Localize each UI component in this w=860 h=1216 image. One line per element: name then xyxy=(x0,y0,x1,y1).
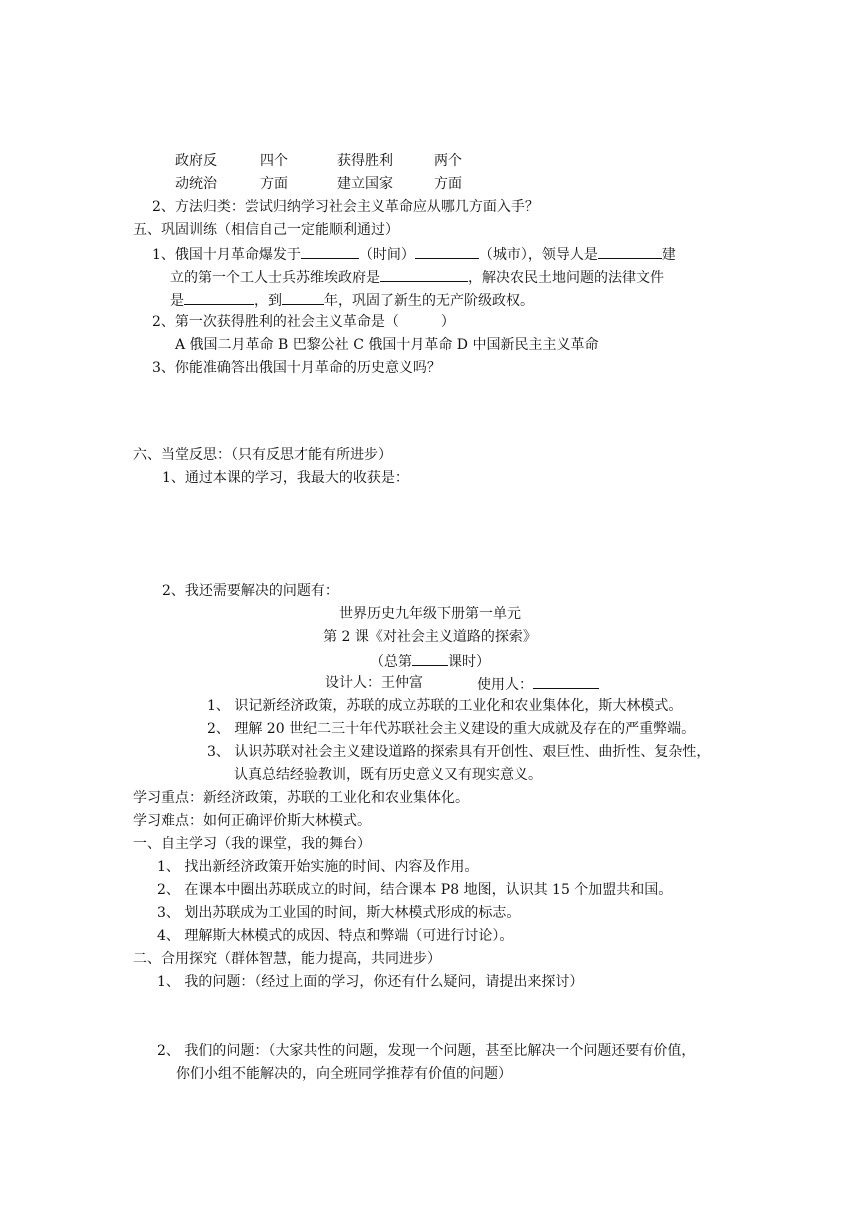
q2-options: A 俄国二月革命 B 巴黎公社 C 俄国十月革命 D 中国新民主主义革命 xyxy=(175,337,599,353)
leader-blank[interactable] xyxy=(598,243,662,259)
table-cell: 建立国家 xyxy=(337,176,393,192)
designer-label: 设计人： xyxy=(325,675,381,691)
city-blank[interactable] xyxy=(415,243,479,259)
learning-focus: 学习重点：新经济政策，苏联的工业化和农业集体化。 xyxy=(133,790,469,806)
my-question: 1、 我的问题：（经过上面的学习，你还有什么疑问，请提出来探讨） xyxy=(157,974,584,990)
government-blank[interactable] xyxy=(380,266,468,282)
user-label: 使用人： xyxy=(477,677,533,693)
q1-line-3 xyxy=(170,289,534,311)
table-cell: 动统治 xyxy=(175,176,217,192)
lesson-number-blank[interactable] xyxy=(412,650,448,666)
q1-text-c: （城市），领导人是 xyxy=(478,247,598,263)
part-2-title: 二、合用探究（群体智慧，能力提高，共同进步） xyxy=(133,951,441,967)
self-study-item: 2、 在课本中圈出苏联成立的时间，结合课本 P8 地图，认识其 15 个加盟共和国。 xyxy=(157,882,673,898)
user-line xyxy=(477,673,599,695)
goal-item-continued: 认真总结经验教训，既有历史意义又有现实意义。 xyxy=(234,767,542,783)
method-question: 2、方法归类：尝试归纳学习社会主义革命应从哪几方面入手？ xyxy=(152,199,539,215)
table-cell: 方面 xyxy=(434,176,462,192)
q1-text-i: 年，巩固了新生的无产阶级政权。 xyxy=(324,293,534,309)
our-question: 2、 我们的问题：（大家共性的问题，发现一个问题，甚至比解决一个问题还要有价值， xyxy=(157,1043,696,1059)
total-text-a: （总第 xyxy=(370,654,412,670)
designer-name: 王仲富 xyxy=(381,675,423,691)
q1-text-g: 是 xyxy=(170,293,184,309)
table-cell: 政府反 xyxy=(175,153,217,169)
section-6-title: 六、当堂反思：（只有反思才能有所进步） xyxy=(133,447,392,463)
q1-line-1 xyxy=(152,243,676,265)
q1-text-h: ，到 xyxy=(254,293,282,309)
time-blank[interactable] xyxy=(301,243,359,259)
our-question-continued: 你们小组不能解决的，向全班同学推荐有价值的问题） xyxy=(176,1066,512,1082)
q1-line-2 xyxy=(170,266,664,288)
q3-question: 3、你能准确答出俄国十月革命的历史意义吗？ xyxy=(152,360,441,376)
table-cell: 方面 xyxy=(260,176,288,192)
learning-difficulty: 学习难点：如何正确评价斯大林模式。 xyxy=(133,813,371,829)
lesson-title: 第 2 课《对社会主义道路的探索》 xyxy=(323,629,537,645)
reflection-q1: 1、通过本课的学习，我最大的收获是： xyxy=(162,470,409,486)
goal-item: 1、 识记新经济政策，苏联的成立苏联的工业化和农业集体化，斯大林模式。 xyxy=(207,698,683,714)
year-blank[interactable] xyxy=(282,289,324,305)
designer-line xyxy=(325,673,423,693)
table-cell: 四个 xyxy=(260,153,288,169)
total-text-b: 课时） xyxy=(448,654,490,670)
section-5-title: 五、巩固训练（相信自己一定能顺利通过） xyxy=(133,222,399,238)
self-study-item: 4、 理解斯大林模式的成因、特点和弊端（可进行讨论）。 xyxy=(157,928,514,944)
goal-item: 3、 认识苏联对社会主义建设道路的探索具有开创性、艰巨性、曲折性、复杂性， xyxy=(207,744,711,760)
part-1-title: 一、自主学习（我的课堂，我的舞台） xyxy=(133,836,371,852)
self-study-item: 1、 找出新经济政策开始实施的时间、内容及作用。 xyxy=(157,859,479,875)
goal-item: 2、 理解 20 世纪二三十年代苏联社会主义建设的重大成就及存在的严重弊端。 xyxy=(207,721,696,737)
q1-text-b: （时间） xyxy=(358,247,415,263)
q1-text-e: 立的第一个工人士兵苏维埃政府是 xyxy=(170,270,380,286)
lesson-total xyxy=(0,650,860,672)
document-blank[interactable] xyxy=(184,289,254,305)
reflection-q2: 2、我还需要解决的问题有： xyxy=(162,583,339,599)
q1-text-f: ，解决农民土地问题的法律文件 xyxy=(468,270,664,286)
q1-text-a: 1、俄国十月革命爆发于 xyxy=(152,247,301,263)
q1-text-d: 建 xyxy=(661,247,676,263)
table-cell: 获得胜利 xyxy=(337,153,393,169)
unit-title: 世界历史九年级下册第一单元 xyxy=(339,606,521,622)
q2-question: 2、第一次获得胜利的社会主义革命是（ ） xyxy=(152,314,455,330)
self-study-item: 3、 划出苏联成为工业国的时间，斯大林模式形成的标志。 xyxy=(157,905,521,921)
table-cell: 两个 xyxy=(434,153,462,169)
user-blank[interactable] xyxy=(533,673,599,689)
